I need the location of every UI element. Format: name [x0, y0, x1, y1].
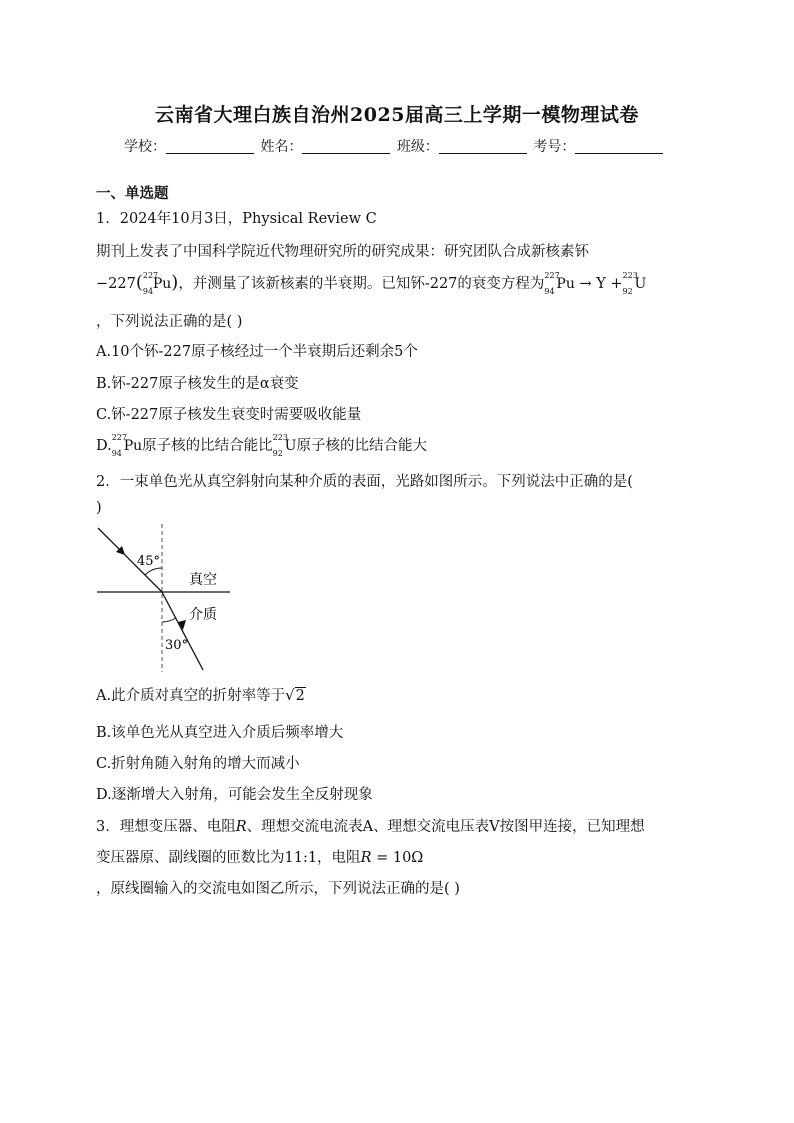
name-label: 姓名： [260, 139, 303, 155]
number-label: 考号： [533, 139, 576, 155]
refraction-diagram [95, 522, 235, 674]
q3-line3: ，原线圈输入的交流电如图乙所示，下列说法正确的是( ) [96, 881, 460, 897]
page-title: 云南省大理白族自治州2025届高三上学期一模物理试卷 [155, 104, 639, 126]
angle-arc-45 [145, 568, 162, 575]
decay-arrow: → Y + [579, 276, 623, 292]
q2-line2: ) [96, 500, 102, 516]
class-blank[interactable] [439, 139, 527, 154]
class-label: 班级： [396, 139, 439, 155]
q2-line1: 2．一束单色光从真空斜射向某种介质的表面，光路如图所示。下列说法中正确的是( [96, 474, 633, 490]
q1-option-b[interactable]: B.钚-227原子核发生的是α衰变 [96, 376, 299, 392]
medium-label: 介质 [189, 607, 217, 623]
angle-45-label: 45° [137, 554, 161, 569]
q2-option-c[interactable]: C.折射角随入射角的增大而减小 [96, 756, 300, 772]
q1-line2: 期刊上发表了中国科学院近代物理研究所的研究成果：研究团队合成新核素钚 [96, 244, 589, 260]
pu-nuclide: 227 94 Pu [142, 271, 172, 296]
q1-pu-minus: −227 [96, 276, 136, 292]
student-info-row [124, 136, 665, 156]
q1-line3: −227( 227 94 Pu)，并测量了该新核素的半衰期。已知钚-227的衰变方程为 227 94 Pu → Y + 223 92 U [96, 271, 647, 296]
q3-line1: 3．理想变压器、电阻R、理想交流电流表A、理想交流电压表V按图甲连接，已知理想 [96, 819, 645, 835]
angle-arc-30 [162, 618, 176, 622]
school-blank[interactable] [166, 139, 254, 154]
school-label: 学校： [124, 139, 166, 155]
u-nuclide: 223 92 U [622, 271, 647, 296]
angle-30-label: 30° [165, 638, 189, 653]
q1-option-d[interactable]: D. 227 94 Pu原子核的比结合能比 223 92 U原子核的比结合能大 [96, 433, 427, 458]
number-blank[interactable] [575, 139, 663, 154]
section-heading: 一、单选题 [96, 186, 169, 202]
pu-nuclide-2: 227 94 Pu [544, 271, 575, 296]
q1-option-a[interactable]: A.10个钚-227原子核经过一个半衰期后还剩余5个 [96, 344, 418, 360]
q2-option-b[interactable]: B.该单色光从真空进入介质后频率增大 [96, 725, 344, 741]
refracted-ray [162, 592, 203, 670]
q1-line1: 1．2024年10月3日，Physical Review C [96, 211, 377, 227]
q3-line2: 变压器原、副线圈的匝数比为11:1，电阻R = 10Ω [96, 850, 424, 866]
q1-line3-text: ，并测量了该新核素的半衰期。已知钚-227的衰变方程为 [178, 276, 545, 292]
q2-option-a[interactable]: A.此介质对真空的折射率等于√2 [96, 686, 305, 704]
name-blank[interactable] [302, 139, 390, 154]
q1-option-c[interactable]: C.钚-227原子核发生衰变时需要吸收能量 [96, 407, 362, 423]
q1-line4: ，下列说法正确的是( ) [96, 314, 243, 330]
vacuum-label: 真空 [189, 572, 217, 588]
q2-option-d[interactable]: D.逐渐增大入射角，可能会发生全反射现象 [96, 787, 373, 803]
